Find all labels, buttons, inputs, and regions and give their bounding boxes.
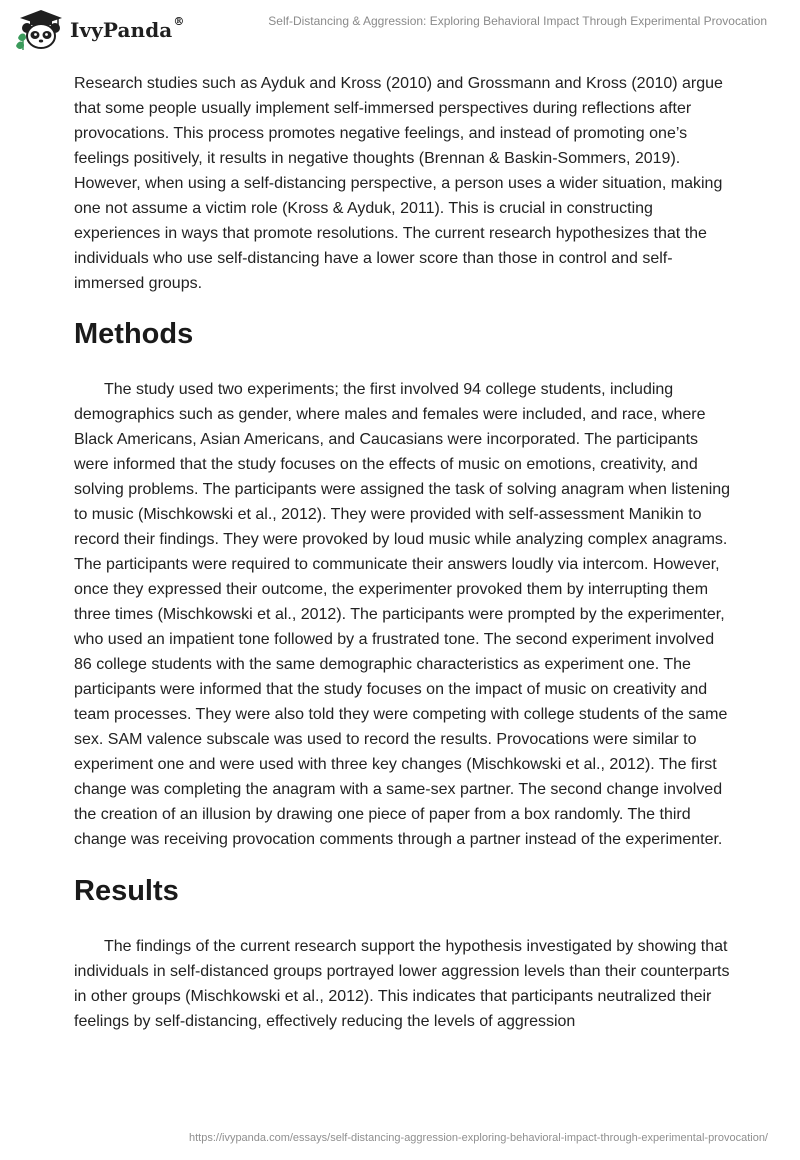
methods-paragraph: The study used two experiments; the first involved 94 college students, including demographics such as gender, where males and females were included, and race, where Black Americans, Asian Americans, and Caucasians were incorporated. The participants were informed that the study focuses on the effects of music on emotions, creativity, and solving problems. The participants were assigned the task of solving anagram when listening to music (Mischkowski et al., 2012). They were provided with self-assessment Manikin to record their findings. They were provoked by loud music while analyzing complex anagrams. The participants were required to communicate their answers loudly via intercom. However, once they expressed their outcome, the experimenter provoked them by interrupting them three times (Mischkowski et al., 2012). The participants were prompted by the experimenter, who used an impatient tone followed by a frustrated tone. The second experiment involved 86 college students with the same demographic characteristics as experiment one. The participants were informed that the study focuses on the impact of music on creativity and team processes. They were also told they were competing with college students of the same sex. SAM valence subscale was used to record the results. Provocations were similar to experiment one and were used with three key changes (Mischkowski et al., 2012). The first change was completing the anagram with a same-sex partner. The second change involved the creation of an illusion by drawing one piece of paper from a box randomly. The third change was receiving provocation comments through a partner instead of the experimenter. (74, 381, 731, 848)
source-url-link[interactable]: https://ivypanda.com/essays/self-distancing-aggression-exploring-behavioral-impact-through-experimental-provocation/ (188, 1132, 768, 1144)
methods-heading: Methods (74, 318, 194, 350)
registered-mark: ® (173, 15, 185, 28)
essay-content (74, 71, 734, 1034)
panda-graduate-logo-icon (14, 8, 66, 52)
results-paragraph: The findings of the current research support the hypothesis investigated by showing that individuals in self-distanced groups portrayed lower aggression levels than their counterparts in other groups (Mischkowski et al., 2012). This indicates that participants neutralized their feelings by self-distancing, effectively reducing the levels of aggression (74, 938, 730, 1030)
page-header (0, 0, 800, 56)
document-title: Self-Distancing & Aggression: Exploring Behavioral Impact Through Experimental Provocation (268, 14, 767, 28)
results-heading: Results (74, 875, 179, 907)
brand-name: IvyPanda® (70, 15, 185, 42)
ivypanda-logo[interactable] (14, 8, 184, 52)
intro-paragraph: Research studies such as Ayduk and Kross (2010) and Grossmann and Kross (2010) argue that some people usually implement self-immersed perspectives during reflections after provocations. This process promotes negative feelings, and instead of promoting one’s feelings positively, it results in negative thoughts (Brennan & Baskin-Sommers, 2019). However, when using a self-distancing perspective, a person uses a wider situation, making one not assume a victim role (Kross & Ayduk, 2011). This is crucial in constructing experiences in ways that promote resolutions. The current research hypothesizes that the individuals who use self-distancing have a lower score than those in control and self-immersed groups. (74, 75, 723, 292)
